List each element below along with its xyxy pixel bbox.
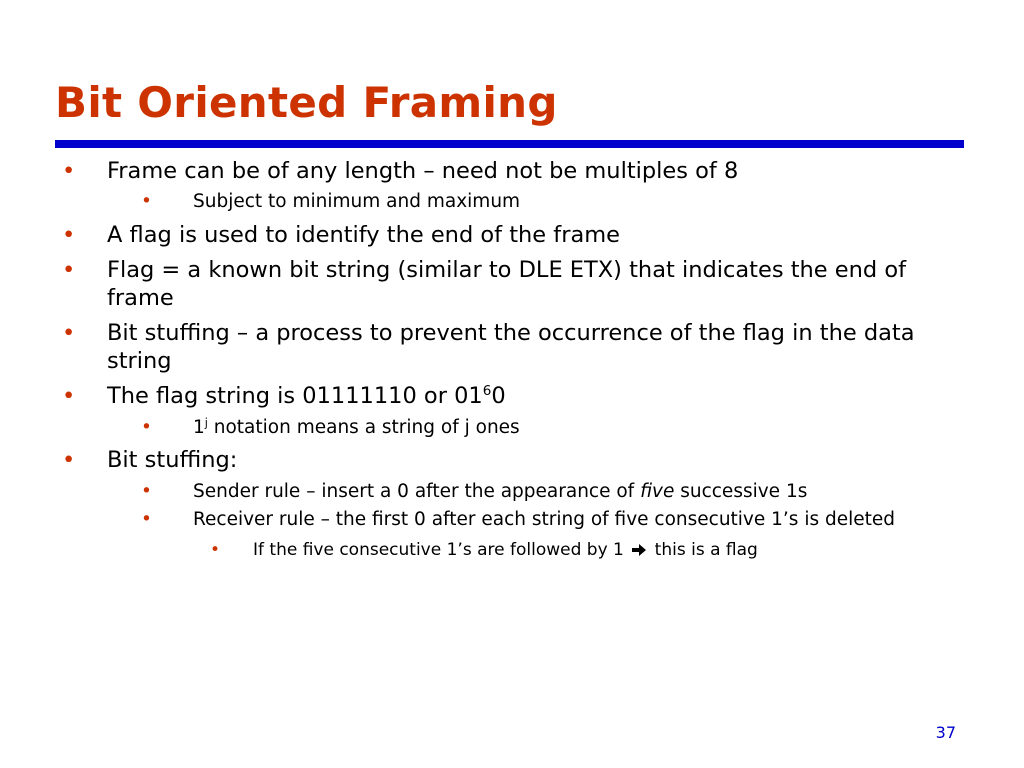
- text-segment: The flag string is 01111110 or 01: [107, 383, 483, 410]
- text-segment: this is a flag: [654, 539, 758, 560]
- bullet-marker: •: [210, 539, 221, 560]
- text-segment: Sender rule – insert a 0 after the appearance of: [193, 480, 641, 502]
- list-item: [0, 383, 1024, 410]
- list-item-text: Frame can be of any length – need not be multiples of 8: [107, 158, 739, 184]
- list-item: [0, 158, 1024, 185]
- text-segment: successive 1s: [674, 480, 808, 502]
- list-item-text: [193, 481, 973, 504]
- list-item-text: Receiver rule – the first 0 after each string of five consecutive 1’s is deleted: [193, 509, 895, 531]
- list-item: [0, 320, 1024, 375]
- right-arrow-icon: [631, 542, 647, 563]
- list-item-text: Bit stuffing – a process to prevent the occurrence of the flag in the data string: [107, 320, 915, 374]
- bullet-marker: •: [62, 320, 76, 347]
- superscript: 6: [482, 383, 492, 400]
- list-item: [0, 447, 1024, 474]
- list-item: [0, 222, 1024, 249]
- text-segment: If the five consecutive 1’s are followed by 1: [253, 539, 624, 560]
- bullet-marker: •: [62, 158, 76, 184]
- list-item: [0, 257, 1024, 312]
- list-item-text: [253, 540, 973, 563]
- bullet-marker: •: [62, 383, 76, 410]
- list-item: [0, 540, 1024, 563]
- text-segment: 0: [491, 383, 506, 410]
- list-item-text: [107, 383, 967, 410]
- list-item: [0, 191, 1024, 214]
- list-item-text: Bit stuffing:: [107, 447, 238, 474]
- list-item: [0, 481, 1024, 504]
- slide-title: Bit Oriented Framing: [55, 78, 558, 127]
- bullet-marker: •: [62, 257, 76, 284]
- list-item-text: [193, 417, 973, 440]
- text-segment: notation means a string of j ones: [207, 416, 520, 438]
- bullet-marker: •: [62, 447, 76, 474]
- list-item: [0, 417, 1024, 440]
- bullet-marker: •: [141, 509, 152, 531]
- list-item: [0, 509, 1024, 532]
- bullet-marker: •: [141, 480, 152, 502]
- list-item-text: A flag is used to identify the end of the frame: [107, 222, 621, 248]
- text-segment: 1: [193, 416, 205, 438]
- page-number: 37: [935, 723, 956, 742]
- title-divider: [55, 140, 964, 148]
- emphasis-text: five: [640, 480, 675, 502]
- list-item-text: Subject to minimum and maximum: [193, 191, 521, 213]
- bullet-marker: •: [141, 191, 152, 213]
- bullet-list: [0, 158, 1024, 562]
- bullet-marker: •: [62, 222, 76, 248]
- list-item-text: Flag = a known bit string (similar to DLE ETX) that indicates the end of frame: [107, 257, 907, 311]
- superscript: j: [204, 415, 208, 429]
- bullet-marker: •: [141, 416, 152, 438]
